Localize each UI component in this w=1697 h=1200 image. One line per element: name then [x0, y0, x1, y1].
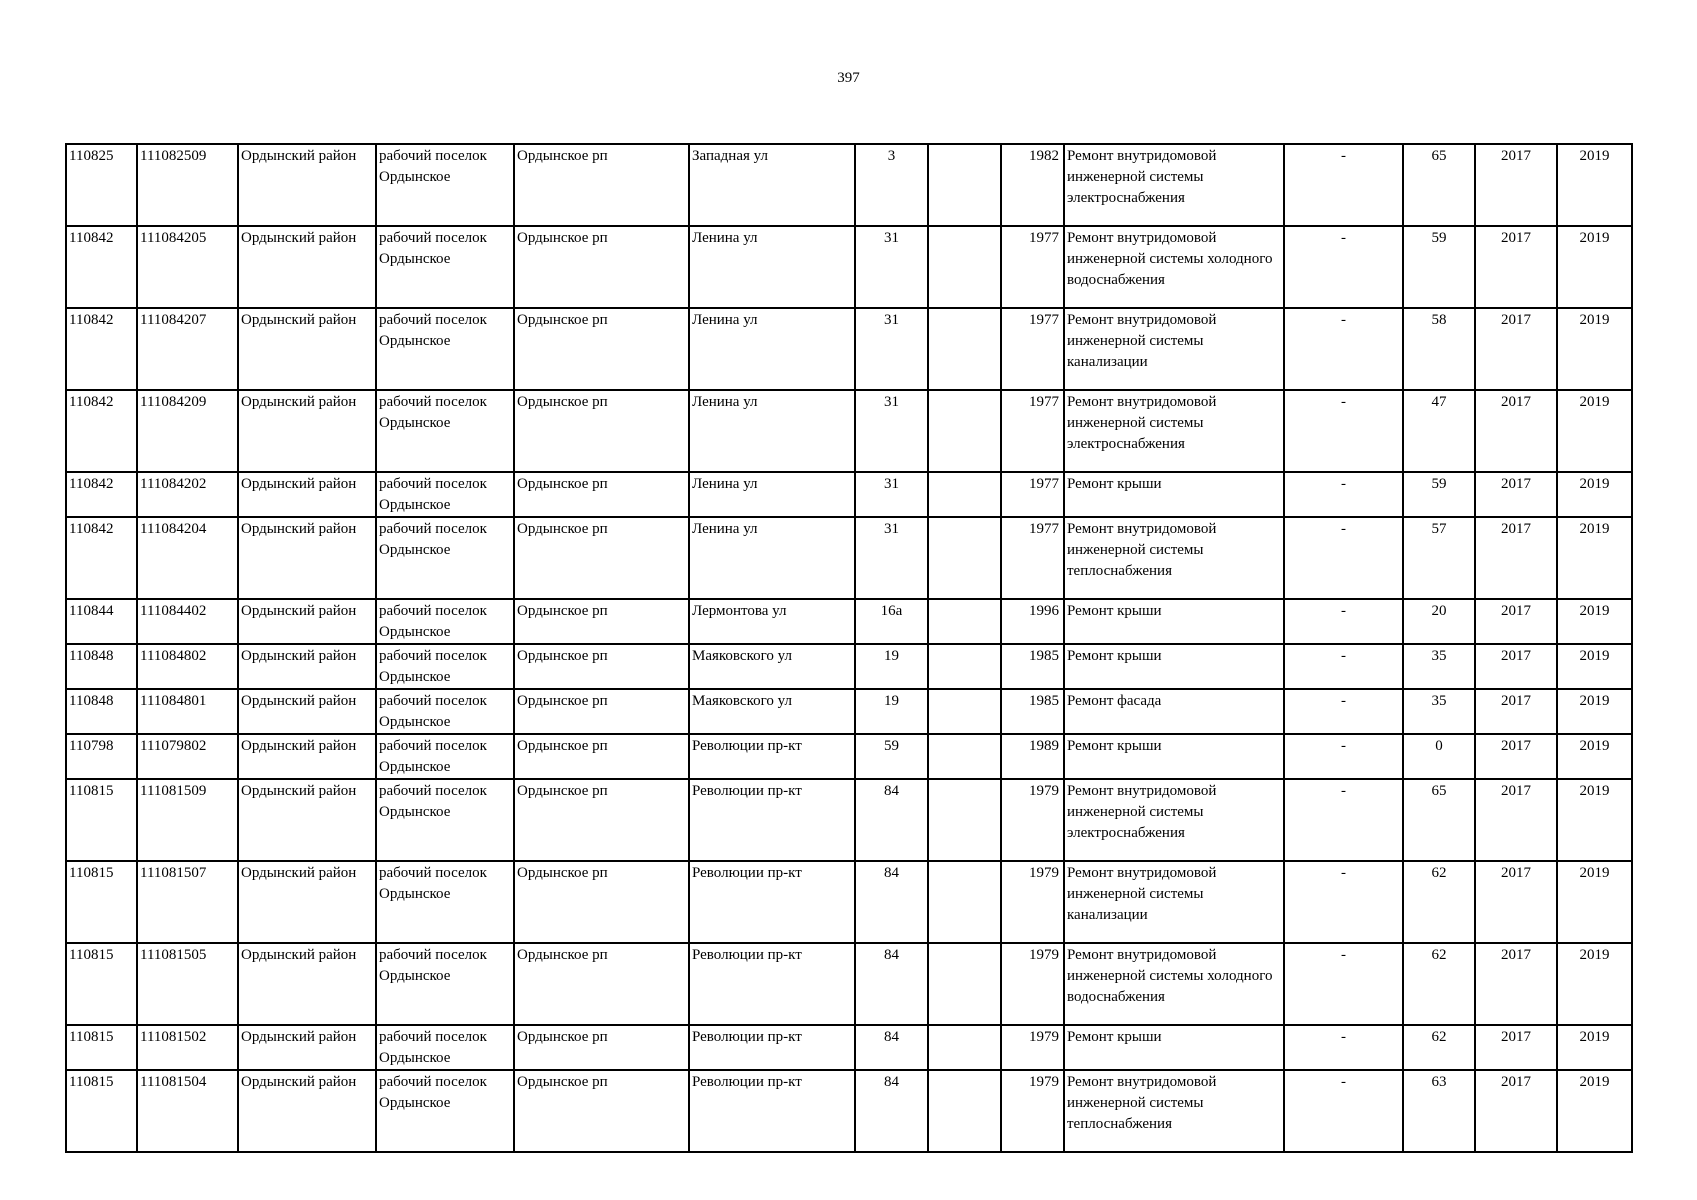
row-dash: -	[1284, 144, 1403, 226]
row-locality: Ордынское рп	[514, 943, 689, 1025]
row-extra	[928, 689, 1001, 734]
row-settlement-type: рабочий поселок Ордынское	[376, 1025, 514, 1070]
row-value: 35	[1403, 644, 1475, 689]
row-value: 59	[1403, 472, 1475, 517]
row-dash: -	[1284, 861, 1403, 943]
row-code: 111084801	[137, 689, 238, 734]
row-year: 1977	[1001, 226, 1064, 308]
row-house: 31	[855, 390, 928, 472]
row-work-type: Ремонт крыши	[1064, 599, 1284, 644]
row-end-year: 2019	[1557, 308, 1632, 390]
row-id: 110848	[66, 644, 137, 689]
row-year: 1985	[1001, 644, 1064, 689]
row-id: 110844	[66, 599, 137, 644]
row-district: Ордынский район	[238, 226, 376, 308]
row-end-year: 2019	[1557, 226, 1632, 308]
row-work-type: Ремонт внутридомовой инженерной системы электроснабжения	[1064, 779, 1284, 861]
row-work-type: Ремонт крыши	[1064, 1025, 1284, 1070]
table-row	[66, 689, 1632, 734]
row-value: 62	[1403, 943, 1475, 1025]
row-locality: Ордынское рп	[514, 779, 689, 861]
row-start-year: 2017	[1475, 599, 1557, 644]
row-id: 110842	[66, 390, 137, 472]
row-district: Ордынский район	[238, 1025, 376, 1070]
row-year: 1977	[1001, 308, 1064, 390]
row-street: Ленина ул	[689, 517, 855, 599]
row-locality: Ордынское рп	[514, 689, 689, 734]
row-house: 3	[855, 144, 928, 226]
row-year: 1979	[1001, 1025, 1064, 1070]
row-end-year: 2019	[1557, 472, 1632, 517]
row-house: 31	[855, 226, 928, 308]
row-end-year: 2019	[1557, 943, 1632, 1025]
row-extra	[928, 390, 1001, 472]
row-district: Ордынский район	[238, 689, 376, 734]
row-code: 111084402	[137, 599, 238, 644]
row-settlement-type: рабочий поселок Ордынское	[376, 472, 514, 517]
row-locality: Ордынское рп	[514, 517, 689, 599]
row-district: Ордынский район	[238, 734, 376, 779]
page-number: 397	[837, 70, 860, 86]
row-id: 110815	[66, 1025, 137, 1070]
row-extra	[928, 144, 1001, 226]
row-district: Ордынский район	[238, 644, 376, 689]
row-work-type: Ремонт внутридомовой инженерной системы теплоснабжения	[1064, 517, 1284, 599]
row-settlement-type: рабочий поселок Ордынское	[376, 599, 514, 644]
row-settlement-type: рабочий поселок Ордынское	[376, 390, 514, 472]
row-start-year: 2017	[1475, 734, 1557, 779]
row-district: Ордынский район	[238, 779, 376, 861]
row-start-year: 2017	[1475, 472, 1557, 517]
table-row	[66, 144, 1632, 226]
row-district: Ордынский район	[238, 1070, 376, 1152]
row-work-type: Ремонт внутридомовой инженерной системы холодного водоснабжения	[1064, 943, 1284, 1025]
row-value: 62	[1403, 861, 1475, 943]
table-row	[66, 599, 1632, 644]
table-row	[66, 472, 1632, 517]
row-code: 111084802	[137, 644, 238, 689]
row-extra	[928, 644, 1001, 689]
row-start-year: 2017	[1475, 1025, 1557, 1070]
row-id: 110798	[66, 734, 137, 779]
row-year: 1977	[1001, 390, 1064, 472]
row-year: 1979	[1001, 943, 1064, 1025]
row-house: 84	[855, 779, 928, 861]
row-extra	[928, 861, 1001, 943]
row-house: 59	[855, 734, 928, 779]
row-district: Ордынский район	[238, 308, 376, 390]
row-code: 111082509	[137, 144, 238, 226]
row-code: 111084202	[137, 472, 238, 517]
row-id: 110842	[66, 517, 137, 599]
table-row	[66, 644, 1632, 689]
row-code: 111084204	[137, 517, 238, 599]
row-locality: Ордынское рп	[514, 599, 689, 644]
table-row	[66, 734, 1632, 779]
row-street: Западная ул	[689, 144, 855, 226]
row-value: 59	[1403, 226, 1475, 308]
row-district: Ордынский район	[238, 861, 376, 943]
row-id: 110815	[66, 861, 137, 943]
row-extra	[928, 599, 1001, 644]
row-street: Революции пр-кт	[689, 1070, 855, 1152]
row-start-year: 2017	[1475, 144, 1557, 226]
row-house: 84	[855, 1025, 928, 1070]
row-extra	[928, 517, 1001, 599]
row-settlement-type: рабочий поселок Ордынское	[376, 779, 514, 861]
row-id: 110825	[66, 144, 137, 226]
row-value: 65	[1403, 144, 1475, 226]
row-code: 111079802	[137, 734, 238, 779]
row-locality: Ордынское рп	[514, 144, 689, 226]
table-row	[66, 779, 1632, 861]
row-street: Революции пр-кт	[689, 943, 855, 1025]
row-locality: Ордынское рп	[514, 1025, 689, 1070]
row-start-year: 2017	[1475, 1070, 1557, 1152]
row-work-type: Ремонт внутридомовой инженерной системы канализации	[1064, 861, 1284, 943]
row-dash: -	[1284, 517, 1403, 599]
row-extra	[928, 308, 1001, 390]
row-work-type: Ремонт крыши	[1064, 644, 1284, 689]
row-house: 84	[855, 861, 928, 943]
row-street: Ленина ул	[689, 226, 855, 308]
row-street: Революции пр-кт	[689, 861, 855, 943]
row-dash: -	[1284, 390, 1403, 472]
row-value: 65	[1403, 779, 1475, 861]
row-value: 57	[1403, 517, 1475, 599]
row-end-year: 2019	[1557, 1070, 1632, 1152]
row-locality: Ордынское рп	[514, 390, 689, 472]
row-settlement-type: рабочий поселок Ордынское	[376, 226, 514, 308]
row-end-year: 2019	[1557, 144, 1632, 226]
row-street: Маяковского ул	[689, 644, 855, 689]
row-end-year: 2019	[1557, 517, 1632, 599]
row-year: 1979	[1001, 1070, 1064, 1152]
row-value: 63	[1403, 1070, 1475, 1152]
table-row	[66, 1070, 1632, 1152]
row-value: 47	[1403, 390, 1475, 472]
row-locality: Ордынское рп	[514, 1070, 689, 1152]
row-value: 62	[1403, 1025, 1475, 1070]
row-street: Революции пр-кт	[689, 1025, 855, 1070]
row-work-type: Ремонт внутридомовой инженерной системы канализации	[1064, 308, 1284, 390]
table-body	[66, 144, 1632, 1152]
row-work-type: Ремонт крыши	[1064, 472, 1284, 517]
row-year: 1996	[1001, 599, 1064, 644]
row-value: 20	[1403, 599, 1475, 644]
table-row	[66, 226, 1632, 308]
row-start-year: 2017	[1475, 226, 1557, 308]
table-row	[66, 390, 1632, 472]
row-locality: Ордынское рп	[514, 861, 689, 943]
row-dash: -	[1284, 472, 1403, 517]
row-locality: Ордынское рп	[514, 734, 689, 779]
row-value: 0	[1403, 734, 1475, 779]
row-settlement-type: рабочий поселок Ордынское	[376, 689, 514, 734]
row-end-year: 2019	[1557, 644, 1632, 689]
row-code: 111084205	[137, 226, 238, 308]
row-code: 111081505	[137, 943, 238, 1025]
row-year: 1977	[1001, 472, 1064, 517]
row-id: 110842	[66, 226, 137, 308]
row-start-year: 2017	[1475, 861, 1557, 943]
row-code: 111081504	[137, 1070, 238, 1152]
row-code: 111081507	[137, 861, 238, 943]
row-start-year: 2017	[1475, 644, 1557, 689]
row-work-type: Ремонт внутридомовой инженерной системы холодного водоснабжения	[1064, 226, 1284, 308]
row-house: 16а	[855, 599, 928, 644]
row-start-year: 2017	[1475, 943, 1557, 1025]
row-house: 84	[855, 1070, 928, 1152]
row-house: 31	[855, 308, 928, 390]
row-dash: -	[1284, 1025, 1403, 1070]
row-start-year: 2017	[1475, 517, 1557, 599]
row-id: 110842	[66, 308, 137, 390]
row-house: 31	[855, 517, 928, 599]
row-dash: -	[1284, 779, 1403, 861]
row-settlement-type: рабочий поселок Ордынское	[376, 1070, 514, 1152]
row-dash: -	[1284, 599, 1403, 644]
row-code: 111081502	[137, 1025, 238, 1070]
row-house: 19	[855, 644, 928, 689]
row-street: Ленина ул	[689, 308, 855, 390]
row-end-year: 2019	[1557, 779, 1632, 861]
row-code: 111084209	[137, 390, 238, 472]
row-work-type: Ремонт внутридомовой инженерной системы электроснабжения	[1064, 144, 1284, 226]
works-table	[65, 143, 1633, 1153]
row-settlement-type: рабочий поселок Ордынское	[376, 308, 514, 390]
row-locality: Ордынское рп	[514, 644, 689, 689]
row-settlement-type: рабочий поселок Ордынское	[376, 861, 514, 943]
row-house: 84	[855, 943, 928, 1025]
row-locality: Ордынское рп	[514, 308, 689, 390]
row-work-type: Ремонт фасада	[1064, 689, 1284, 734]
row-end-year: 2019	[1557, 861, 1632, 943]
row-district: Ордынский район	[238, 144, 376, 226]
row-settlement-type: рабочий поселок Ордынское	[376, 734, 514, 779]
row-extra	[928, 1070, 1001, 1152]
row-year: 1982	[1001, 144, 1064, 226]
row-id: 110842	[66, 472, 137, 517]
row-house: 31	[855, 472, 928, 517]
row-year: 1985	[1001, 689, 1064, 734]
row-dash: -	[1284, 689, 1403, 734]
row-street: Ленина ул	[689, 390, 855, 472]
row-id: 110848	[66, 689, 137, 734]
table-row	[66, 1025, 1632, 1070]
row-id: 110815	[66, 943, 137, 1025]
row-settlement-type: рабочий поселок Ордынское	[376, 517, 514, 599]
row-street: Революции пр-кт	[689, 734, 855, 779]
row-end-year: 2019	[1557, 599, 1632, 644]
row-code: 111084207	[137, 308, 238, 390]
row-dash: -	[1284, 226, 1403, 308]
row-year: 1989	[1001, 734, 1064, 779]
row-end-year: 2019	[1557, 390, 1632, 472]
row-value: 35	[1403, 689, 1475, 734]
row-extra	[928, 226, 1001, 308]
row-year: 1979	[1001, 861, 1064, 943]
row-end-year: 2019	[1557, 1025, 1632, 1070]
row-start-year: 2017	[1475, 689, 1557, 734]
row-end-year: 2019	[1557, 689, 1632, 734]
row-street: Лермонтова ул	[689, 599, 855, 644]
row-dash: -	[1284, 943, 1403, 1025]
row-locality: Ордынское рп	[514, 472, 689, 517]
row-settlement-type: рабочий поселок Ордынское	[376, 943, 514, 1025]
table-row	[66, 861, 1632, 943]
row-value: 58	[1403, 308, 1475, 390]
row-street: Революции пр-кт	[689, 779, 855, 861]
row-dash: -	[1284, 308, 1403, 390]
row-id: 110815	[66, 779, 137, 861]
row-dash: -	[1284, 734, 1403, 779]
row-settlement-type: рабочий поселок Ордынское	[376, 144, 514, 226]
row-work-type: Ремонт крыши	[1064, 734, 1284, 779]
row-district: Ордынский район	[238, 943, 376, 1025]
row-settlement-type: рабочий поселок Ордынское	[376, 644, 514, 689]
row-work-type: Ремонт внутридомовой инженерной системы теплоснабжения	[1064, 1070, 1284, 1152]
row-year: 1977	[1001, 517, 1064, 599]
row-extra	[928, 779, 1001, 861]
row-start-year: 2017	[1475, 779, 1557, 861]
row-year: 1979	[1001, 779, 1064, 861]
row-district: Ордынский район	[238, 517, 376, 599]
row-code: 111081509	[137, 779, 238, 861]
row-street: Ленина ул	[689, 472, 855, 517]
row-start-year: 2017	[1475, 308, 1557, 390]
row-house: 19	[855, 689, 928, 734]
row-extra	[928, 1025, 1001, 1070]
row-extra	[928, 943, 1001, 1025]
row-dash: -	[1284, 1070, 1403, 1152]
table-row	[66, 943, 1632, 1025]
row-work-type: Ремонт внутридомовой инженерной системы электроснабжения	[1064, 390, 1284, 472]
row-start-year: 2017	[1475, 390, 1557, 472]
row-street: Маяковского ул	[689, 689, 855, 734]
row-dash: -	[1284, 644, 1403, 689]
row-id: 110815	[66, 1070, 137, 1152]
row-locality: Ордынское рп	[514, 226, 689, 308]
row-district: Ордынский район	[238, 390, 376, 472]
row-district: Ордынский район	[238, 599, 376, 644]
row-extra	[928, 472, 1001, 517]
row-end-year: 2019	[1557, 734, 1632, 779]
row-extra	[928, 734, 1001, 779]
table-row	[66, 517, 1632, 599]
row-district: Ордынский район	[238, 472, 376, 517]
table-row	[66, 308, 1632, 390]
